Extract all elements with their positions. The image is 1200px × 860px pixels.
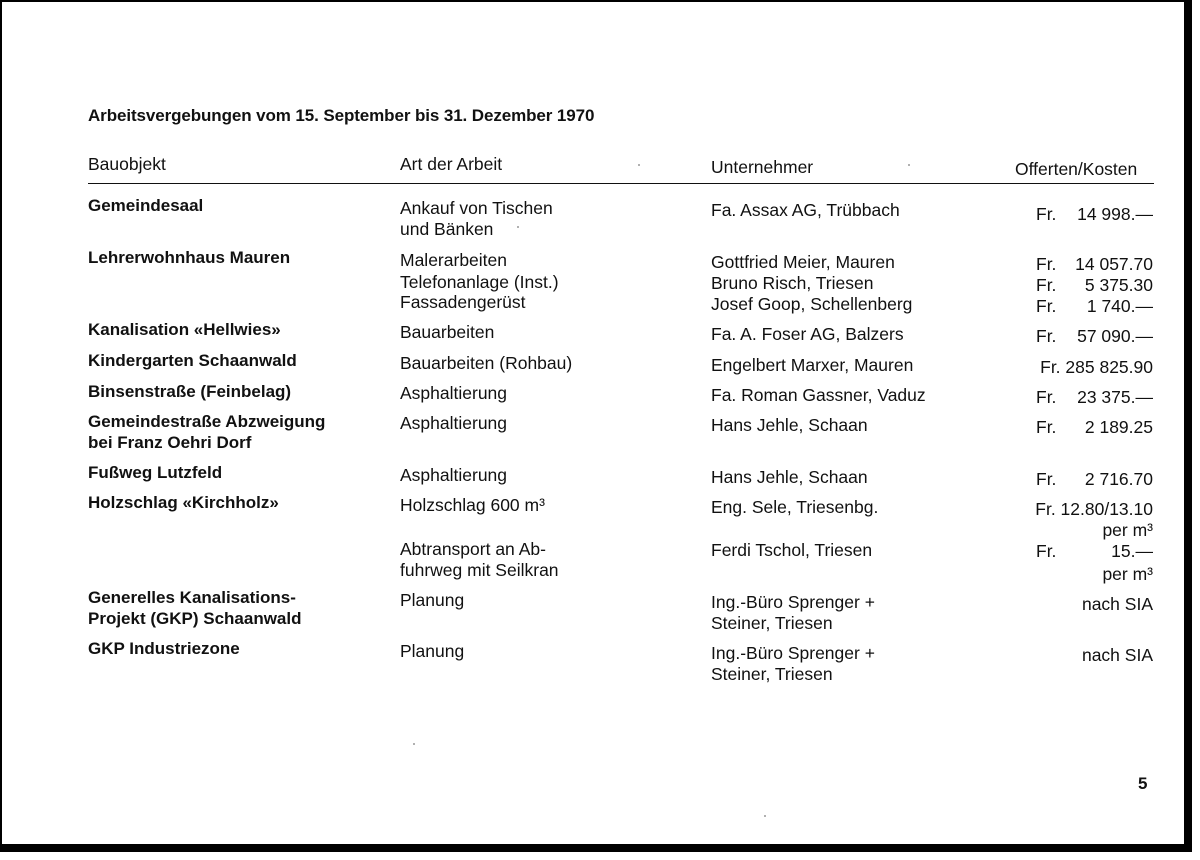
row-cost: Fr. 12.80/13.10 (1035, 499, 1153, 519)
header-rule (88, 183, 1154, 184)
row-currency: Fr. (1036, 326, 1057, 346)
row-amount: 57 090.— (1077, 326, 1153, 346)
row-cost: nach SIA (1081, 645, 1153, 665)
row-work: Bauarbeiten (Rohbau) (400, 353, 573, 373)
row-object: Lehrerwohnhaus Mauren (88, 248, 291, 267)
row-contractor: Gottfried Meier, Mauren (711, 252, 895, 272)
row-work: Ankauf von Tischen (400, 198, 553, 218)
row-work: Fassadengerüst (400, 292, 526, 312)
row-contractor: Ferdi Tschol, Triesen (711, 540, 873, 560)
row-work: Holzschlag 600 m³ (400, 495, 545, 515)
row-work: Asphaltierung (400, 383, 508, 403)
row-contractor: Ing.-Büro Sprenger + (711, 592, 875, 612)
row-cost: nach SIA (1081, 594, 1153, 614)
row-object: GKP Industriezone (88, 639, 240, 658)
row-amount: 2 716.70 (1084, 469, 1153, 489)
row-currency: Fr. (1036, 275, 1057, 295)
row-work: Malerarbeiten (400, 250, 507, 270)
row-contractor: Fa. Assax AG, Trübbach (711, 200, 900, 220)
row-object: Binsenstraße (Feinbelag) (88, 382, 292, 401)
row-contractor: Steiner, Triesen (711, 613, 833, 633)
row-work: fuhrweg mit Seilkran (400, 560, 559, 580)
row-amount: 5 375.30 (1084, 275, 1153, 295)
row-work: Asphaltierung (400, 465, 508, 485)
row-object: Generelles Kanalisations- (88, 588, 296, 607)
row-amount: 1 740.— (1086, 296, 1153, 316)
row-contractor: Ing.-Büro Sprenger + (711, 643, 875, 663)
row-object: Fußweg Lutzfeld (88, 463, 223, 482)
row-object: Kindergarten Schaanwald (88, 351, 297, 370)
row-object: Holzschlag «Kirchholz» (88, 493, 279, 512)
row-object: Gemeindestraße Abzweigung (88, 412, 326, 431)
row-work: und Bänken (400, 219, 494, 239)
row-work: Asphaltierung (400, 413, 508, 433)
row-contractor: Fa. A. Foser AG, Balzers (711, 324, 904, 344)
row-contractor: Bruno Risch, Triesen (711, 273, 874, 293)
scan-speck (764, 815, 766, 817)
scan-speck (413, 743, 415, 745)
row-amount: 2 189.25 (1084, 417, 1153, 437)
row-currency: Fr. (1036, 204, 1057, 224)
row-currency: Fr. (1036, 387, 1057, 407)
row-currency: Fr. (1036, 296, 1057, 316)
row-amount: 14 998.— (1077, 204, 1153, 224)
header-unternehmer: Unternehmer (711, 157, 814, 177)
row-amount: 23 375.— (1077, 387, 1153, 407)
row-currency: Fr. (1036, 417, 1057, 437)
row-work: Bauarbeiten (400, 322, 495, 342)
page-number: 5 (1138, 774, 1148, 793)
row-work: Planung (400, 641, 465, 661)
row-object: bei Franz Oehri Dorf (88, 433, 252, 452)
row-work: Telefonanlage (Inst.) (400, 272, 559, 292)
row-currency: Fr. (1036, 541, 1057, 561)
row-work: Planung (400, 590, 465, 610)
row-object: Gemeindesaal (88, 196, 204, 215)
scan-speck (638, 164, 640, 166)
row-contractor: Eng. Sele, Triesenbg. (711, 497, 879, 517)
page-title: Arbeitsvergebungen vom 15. September bis 31. Dezember 1970 (88, 106, 595, 125)
header-art: Art der Arbeit (400, 154, 503, 174)
row-work: Abtransport an Ab- (400, 539, 546, 559)
row-amount: 14 057.70 (1075, 254, 1153, 274)
row-currency: Fr. (1036, 254, 1057, 274)
row-contractor: Steiner, Triesen (711, 664, 833, 684)
header-bauobjekt: Bauobjekt (88, 154, 166, 174)
row-object: Projekt (GKP) Schaanwald (88, 609, 302, 628)
row-contractor: Josef Goop, Schellenberg (711, 294, 913, 314)
row-contractor: Hans Jehle, Schaan (711, 415, 868, 435)
scan-speck (908, 164, 910, 166)
row-cost: Fr. 285 825.90 (1040, 357, 1153, 377)
row-contractor: Fa. Roman Gassner, Vaduz (711, 385, 926, 405)
row-object: Kanalisation «Hellwies» (88, 320, 281, 339)
row-currency: Fr. (1036, 469, 1057, 489)
row-contractor: Hans Jehle, Schaan (711, 467, 868, 487)
header-kosten: Offerten/Kosten (1015, 159, 1138, 179)
row-unit: per m³ (1102, 564, 1153, 584)
row-amount: 15.— (1111, 541, 1153, 561)
row-unit: per m³ (1102, 520, 1153, 540)
scan-speck (517, 226, 519, 228)
row-contractor: Engelbert Marxer, Mauren (711, 355, 914, 375)
